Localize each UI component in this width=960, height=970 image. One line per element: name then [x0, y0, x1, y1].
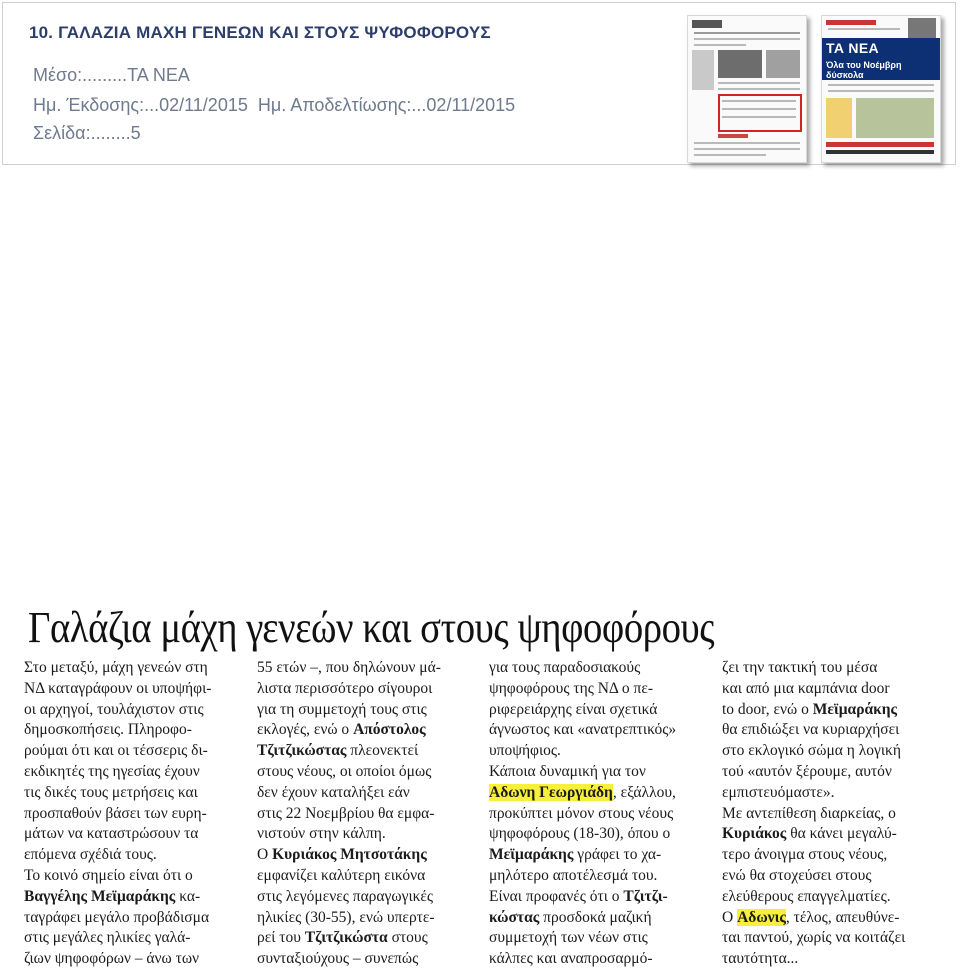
text-segment: προκύπτει μόνον στους νέους	[489, 804, 674, 822]
article-text-line	[489, 720, 701, 741]
article-text-line	[257, 928, 469, 949]
article-text-line	[257, 700, 469, 721]
article-text-line	[722, 887, 934, 908]
text-segment: στους	[387, 929, 428, 947]
article-text-line	[722, 928, 934, 949]
document-title: 10. ΓΑΛΑΖΙΑ ΜΑΧΗ ΓΕΝΕΩΝ ΚΑΙ ΣΤΟΥΣ ΨΥΦΟΦΟΡΟΥΣ	[29, 23, 491, 42]
text-segment: Είναι προφανές ότι ο	[489, 887, 624, 905]
article-text-line	[722, 762, 934, 783]
text-segment: θα κάνει μεγαλύ-	[786, 825, 897, 843]
text-segment: ταγράφει μεγάλο προβάδισμα	[24, 908, 210, 926]
article-text-line	[24, 824, 236, 845]
article-text-line	[24, 887, 236, 908]
article-text-line	[257, 845, 469, 866]
text-segment: στις μεγάλες ηλικίες γαλά-	[24, 929, 191, 947]
text-segment: επόμενα σχέδιά τους.	[24, 846, 157, 864]
article-text-line	[489, 887, 701, 908]
text-segment: εμφανίζει καλύτερη εικόνα	[257, 866, 426, 884]
text-segment: θα επιδιώξει να κυριαρχήσει	[722, 721, 900, 739]
article-text-line	[24, 928, 236, 949]
article-text-line	[24, 866, 236, 887]
text-segment: νιστούν στην κάλπη.	[257, 825, 386, 843]
article-text-line	[489, 866, 701, 887]
text-segment: εκλογές, ενώ ο	[257, 721, 354, 739]
text-segment: προσπαθούν βάσει των ευρη-	[24, 804, 207, 822]
text-segment: συμμετοχή των νέων στις	[489, 929, 648, 947]
article-text-line	[257, 658, 469, 679]
article-text-line	[24, 845, 236, 866]
text-segment: μάτων να καταστρώσουν τα	[24, 825, 199, 843]
article-text-line	[722, 804, 934, 825]
front-page-headline: Όλα του Νοέμβρη δύσκολα	[826, 60, 902, 80]
article-text-line	[257, 679, 469, 700]
page-line: Σελίδα:........5	[33, 123, 141, 143]
bold-name: κώστας	[489, 908, 540, 926]
article-text-line	[722, 658, 934, 679]
inner-page-thumbnail[interactable]	[687, 15, 807, 163]
article-text-line	[257, 887, 469, 908]
text-segment: Το κοινό σημείο είναι ότι ο	[24, 866, 193, 884]
text-segment: εκδικητές της ηγεσίας έχουν	[24, 762, 200, 780]
text-segment: ενώ θα στοχεύσει στους	[722, 866, 872, 884]
article-text-line	[24, 783, 236, 804]
article-text-line	[722, 908, 934, 929]
text-segment: τις δικές τους μετρήσεις και	[24, 783, 198, 801]
highlighted-name: Αδωνη Γεωργιάδη	[489, 783, 613, 801]
text-segment: 55 ετών –, που δηλώνουν μά-	[257, 659, 441, 676]
article-column-4	[722, 658, 934, 970]
article-column-3	[489, 658, 701, 970]
article-text-line	[722, 845, 934, 866]
text-segment: ηλικίες (30-55), ενώ υπερτε-	[257, 908, 435, 926]
text-segment: , τέλος, απευθύνε-	[785, 908, 900, 926]
article-text-line	[24, 658, 236, 679]
text-segment: τερο άνοιγμα στους νέους,	[722, 846, 888, 864]
text-segment: κάλπες και αναπροσαρμό-	[489, 950, 653, 968]
text-segment: ψηφοφόρους της ΝΔ ο πε-	[489, 679, 654, 697]
text-segment: τού «αυτόν ξέρουμε, αυτόν	[722, 762, 892, 780]
text-segment: υποψήφιος.	[489, 742, 561, 760]
text-segment: ζιων ψηφοφόρων – άνω των	[24, 950, 200, 968]
article-clipping	[22, 600, 952, 968]
text-segment: γράφει το χα-	[573, 846, 662, 864]
article-headline: Γαλάζια μάχη γενεών και στους ψηφοφόρους	[28, 603, 715, 652]
text-segment: άγνωστος και «ανατρεπτικός»	[489, 721, 677, 739]
article-text-line	[489, 845, 701, 866]
text-segment: στις 22 Νοεμβρίου θα εμφα-	[257, 804, 435, 822]
front-page-thumbnail[interactable]	[821, 15, 941, 163]
article-text-line	[24, 720, 236, 741]
text-segment: για τη συμμετοχή τους στις	[257, 700, 427, 718]
text-segment: Με αντεπίθεση διαρκείας, ο	[722, 804, 896, 822]
bold-name: Απόστολος	[353, 721, 426, 739]
text-segment: ΝΔ καταγράφουν οι υποψήφι-	[24, 679, 212, 697]
text-segment: στο εκλογικό σώμα η λογική	[722, 742, 901, 760]
text-segment: ελεύθερους επαγγελματίες.	[722, 887, 891, 905]
medium-line: Μέσο:.........ΤΑ ΝΕΑ	[33, 65, 190, 85]
article-text-line	[722, 824, 934, 845]
text-segment: προσδοκά μαζική	[539, 908, 652, 926]
article-text-line	[489, 928, 701, 949]
article-text-line	[24, 679, 236, 700]
text-segment: οι αρχηγοί, τουλάχιστον στις	[24, 700, 204, 718]
article-text-line	[257, 824, 469, 845]
article-text-line	[257, 866, 469, 887]
article-text-line	[24, 741, 236, 762]
article-text-line	[24, 908, 236, 929]
article-text-line	[257, 741, 469, 762]
text-segment: , εξάλλου,	[612, 783, 676, 801]
masthead-title: ΤΑ ΝΕΑ	[826, 40, 879, 56]
text-segment: στις λεγόμενες παραγωγικές	[257, 887, 434, 905]
article-text-line	[257, 804, 469, 825]
text-segment: δημοσκοπήσεις. Πληροφο-	[24, 721, 192, 739]
article-text-line	[257, 762, 469, 783]
bold-name: Κυριάκος	[722, 825, 787, 843]
article-text-line	[722, 700, 934, 721]
article-text-line	[489, 679, 701, 700]
text-segment: συνταξιούχους – συνεπώς	[257, 950, 419, 968]
article-text-line	[489, 741, 701, 762]
highlighted-name: Αδωνις	[737, 908, 786, 926]
text-segment: ριφερειάρχης είναι σχετικά	[489, 700, 658, 718]
article-text-line	[722, 783, 934, 804]
bold-name: Τζιτζικώστα	[304, 929, 388, 947]
text-segment: Ο	[257, 846, 273, 864]
article-text-line	[24, 762, 236, 783]
article-text-line	[489, 700, 701, 721]
dates-line: Ημ. Έκδοσης:...02/11/2015 Ημ. Αποδελτίωσης:...02/11/2015	[33, 95, 516, 115]
text-segment: στους νέους, οι οποίοι όμως	[257, 762, 432, 780]
article-text-line	[489, 804, 701, 825]
text-segment: λιστα περισσότερο σίγουροι	[257, 679, 433, 697]
article-column-2	[257, 658, 469, 970]
clipping-info-card	[2, 2, 956, 165]
bold-name: Τζιτζι-	[623, 887, 668, 905]
text-segment: ρούμαι ότι και οι τέσσερις δι-	[24, 742, 208, 760]
article-text-line	[722, 720, 934, 741]
masthead-banner	[822, 38, 940, 80]
text-segment: και από μια καμπάνια door	[722, 679, 890, 697]
article-text-line	[257, 908, 469, 929]
bold-name: Μεϊμαράκης	[812, 700, 898, 718]
bold-name: Τζιτζικώστας	[257, 742, 347, 760]
article-text-line	[257, 783, 469, 804]
text-segment: ται παντού, χωρίς να κοιτάζει	[722, 929, 906, 947]
text-segment: για τους παραδοσιακούς	[489, 659, 641, 676]
text-segment: Στο μεταξύ, μάχη γενεών στη	[24, 659, 208, 676]
bold-name: Μεϊμαράκης	[489, 846, 574, 864]
article-text-line	[489, 658, 701, 679]
text-segment: ταυτότητα...	[722, 950, 799, 968]
article-text-line	[489, 762, 701, 783]
text-segment: ζει την τακτική του μέσα	[722, 659, 878, 676]
article-column-1	[24, 658, 236, 970]
text-segment: Κάποια δυναμική για τον	[489, 762, 646, 780]
text-segment: μηλότερο αποτέλεσμά του.	[489, 866, 658, 884]
text-segment: Ο	[722, 908, 738, 926]
article-text-line	[489, 783, 701, 804]
article-text-line	[257, 720, 469, 741]
article-text-line	[24, 700, 236, 721]
article-text-line	[722, 679, 934, 700]
bold-name: Κυριάκος Μητσοτάκης	[272, 846, 427, 864]
article-text-line	[489, 824, 701, 845]
article-text-line	[722, 866, 934, 887]
text-segment: πλεονεκτεί	[346, 742, 419, 760]
text-segment: to door, ενώ ο	[722, 700, 813, 718]
article-text-line	[24, 804, 236, 825]
article-text-line	[489, 908, 701, 929]
text-segment: ψηφοφόρους (18-30), όπου ο	[489, 825, 671, 843]
text-segment: εμπιστευόμαστε».	[722, 783, 835, 801]
article-text-line	[722, 741, 934, 762]
text-segment: κα-	[175, 887, 201, 905]
bold-name: Βαγγέλης Μεϊμαράκης	[24, 887, 176, 905]
text-segment: ρεί του	[257, 929, 305, 947]
text-segment: δεν έχουν καταλήξει εάν	[257, 783, 410, 801]
